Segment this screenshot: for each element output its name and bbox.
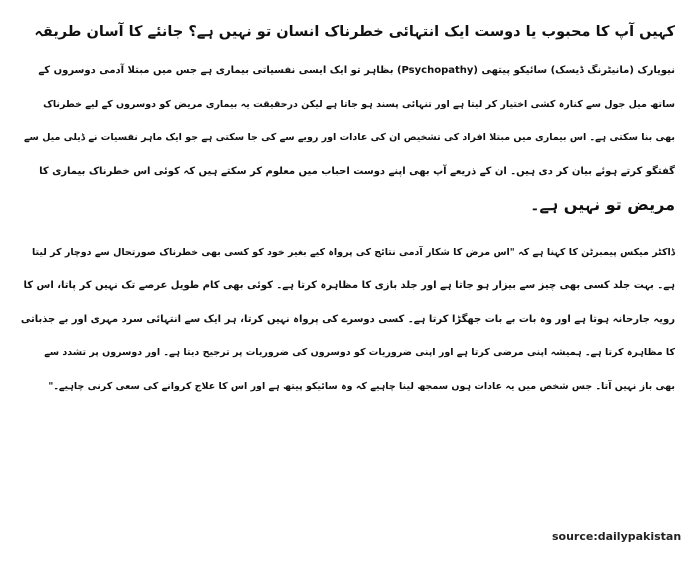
paragraph-1-line: گفتگو کرتے ہوئے بیان کر دی ہیں۔ ان کے ذریعے آپ بھی اپنے دوست احباب میں معلوم کر سکتے ہیں کہ کوئی اس خطرناک بیماری کا: [39, 165, 675, 177]
source-credit: source:dailypakistan: [552, 530, 682, 543]
paragraph-1-line: نیویارک (مانیٹرنگ ڈیسک) سائیکو پیتھی (Psychopathy) بظاہر تو ایک ایسی نفسیاتی بیماری ہے جس میں مبتلا آدمی دوسروں کے: [38, 65, 675, 76]
paragraph-2-line: بھی باز نہیں آتا۔ جس شخص میں یہ عادات ہوں سمجھ لینا چاہیے کہ وہ سائیکو پیتھ ہے اور اس کا علاج کروانے کی سعی کرنی چاہیے۔": [48, 380, 675, 392]
article: [20, 18, 675, 403]
paragraph-1: [20, 54, 675, 222]
article-title: کہیں آپ کا محبوب یا دوست ایک انتہائی خطرناک انسان تو نہیں ہے؟ جانئے کا آسان طریقہ: [34, 24, 675, 40]
paragraph-1-line: ساتھ میل جول سے کنارہ کشی اختیار کر لیتا ہے اور تنہائی پسند ہو جاتا ہے لیکن درحقیقت یہ بیماری مریض کو دوسروں کے لیے خطرناک: [43, 98, 675, 110]
paragraph-1-line: مریض تو نہیں ہے۔: [530, 195, 675, 214]
paragraph-gap: [20, 222, 675, 236]
paragraph-2: [20, 236, 675, 404]
paragraph-2-line: کا مظاہرہ کرتا ہے۔ ہمیشہ اپنی مرضی کرتا ہے اور اپنی ضروریات کو دوسروں کی ضروریات پر ترجیح دیتا ہے۔ اور دوسروں پر تشدد سے: [44, 347, 675, 358]
paragraph-2-line: ہے۔ بہت جلد کسی بھی چیز سے بیزار ہو جاتا ہے اور جلد بازی کا مظاہرہ کرتا ہے۔ کوئی بھی کام طویل عرصے تک نہیں کر پاتا، اس کا: [23, 280, 675, 291]
paragraph-1-line: بھی بنا سکتی ہے۔ اس بیماری میں مبتلا افراد کی تشخیص ان کی عادات اور رویے سے کی جا سکتی ہے جو ایک ماہر نفسیات نے ڈیلی میل سے: [23, 132, 675, 143]
paragraph-2-line: ڈاکٹر میکس پیمبرٹن کا کہنا ہے کہ "اس مرض کا شکار آدمی نتائج کی پرواہ کیے بغیر خود کو کسی بھی خطرناک صورتحال سے دوچار کر لیتا: [31, 246, 675, 258]
paragraph-2-line: رویہ جارحانہ ہوتا ہے اور وہ بات بے بات جھگڑا کرتا ہے۔ کسی دوسرے کی پرواہ نہیں کرتا، ہر ایک سے انتہائی سرد مہری اور بے جذباتی: [20, 313, 675, 325]
